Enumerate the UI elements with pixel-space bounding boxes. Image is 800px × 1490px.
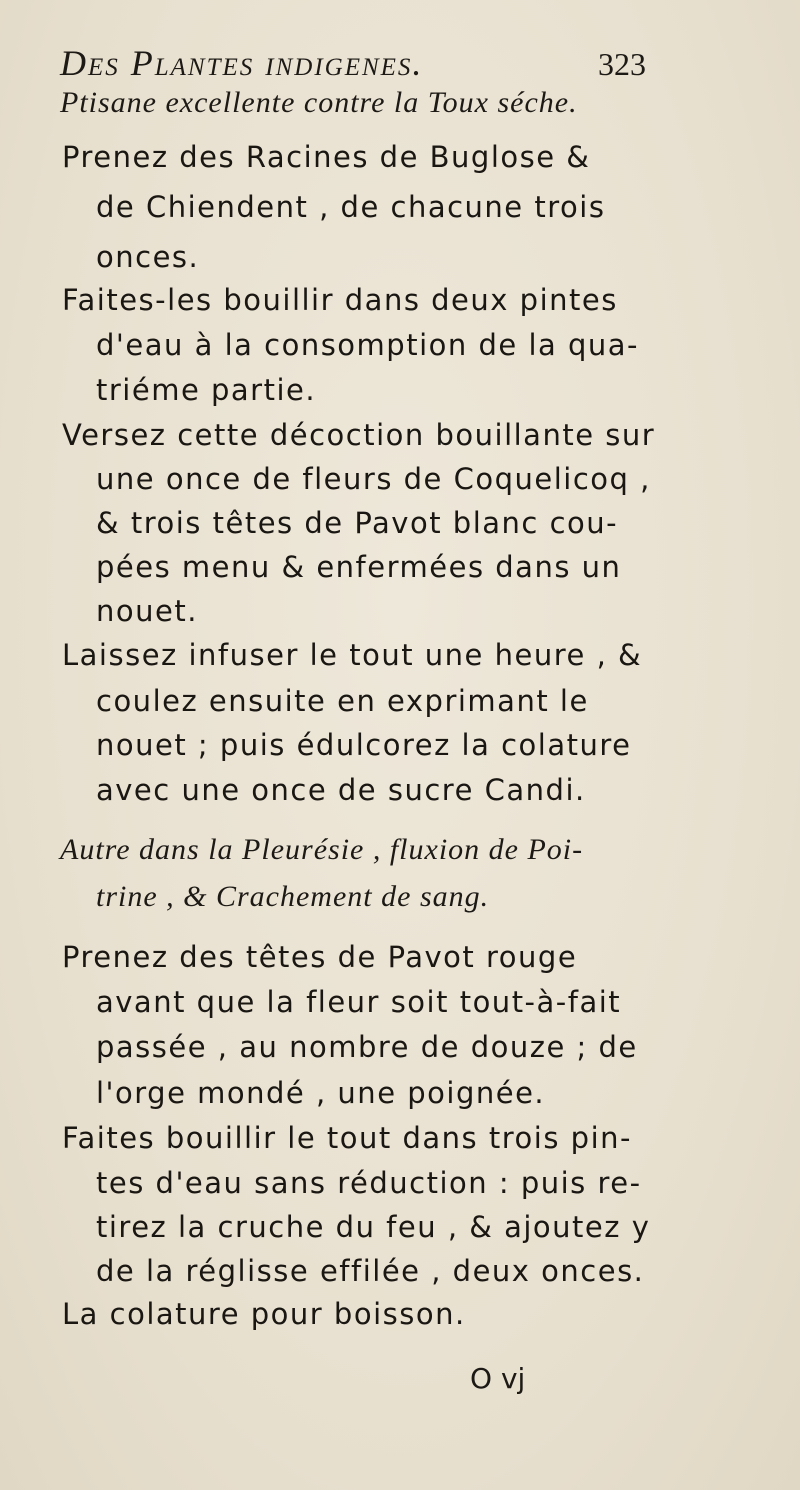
text-line: triéme partie. [96, 373, 317, 407]
signature-mark: O vj [470, 1362, 526, 1395]
text-line: de Chiendent , de chacune trois [96, 190, 606, 224]
text-line: Prenez des têtes de Pavot rouge [62, 940, 578, 974]
text-line: avant que la fleur soit tout-à-fait [96, 985, 622, 1019]
text-line: tirez la cruche du feu , & ajoutez y [96, 1210, 651, 1244]
recipe-title: Autre dans la Pleurésie , fluxion de Poi- [60, 833, 584, 866]
text-line: Faites bouillir le tout dans trois pin- [62, 1121, 632, 1155]
text-line: onces. [96, 240, 200, 274]
text-line: pées menu & enfermées dans un [96, 550, 622, 584]
text-line: Versez cette décoction bouillante sur [62, 418, 656, 452]
text-line: nouet. [96, 594, 198, 628]
text-line: coulez ensuite en exprimant le [96, 684, 589, 718]
recipe-title: Ptisane excellente contre la Toux séche. [60, 86, 578, 119]
text-line: tes d'eau sans réduction : puis re- [96, 1166, 642, 1200]
text-line: Faites-les bouillir dans deux pintes [62, 283, 618, 317]
text-line: Prenez des Racines de Buglose & [62, 140, 591, 174]
text-line: passée , au nombre de douze ; de [96, 1030, 638, 1064]
text-line: une once de fleurs de Coquelicoq , [96, 462, 651, 496]
text-line: & trois têtes de Pavot blanc cou- [96, 506, 619, 540]
running-title: Des Plantes indigenes. [60, 43, 424, 83]
text-line: de la réglisse effilée , deux onces. [96, 1254, 645, 1288]
page-header [60, 42, 760, 84]
text-line: avec une once de sucre Candi. [96, 773, 586, 807]
recipe-title-continued: trine , & Crachement de sang. [96, 880, 490, 913]
text-line: Laissez infuser le tout une heure , & [62, 638, 643, 672]
text-line: La colature pour boisson. [62, 1297, 466, 1331]
text-line: d'eau à la consomption de la qua- [96, 328, 640, 362]
text-line: l'orge mondé , une poignée. [96, 1076, 546, 1110]
page-number: 323 [598, 46, 646, 82]
text-line: nouet ; puis édulcorez la colature [96, 728, 632, 762]
